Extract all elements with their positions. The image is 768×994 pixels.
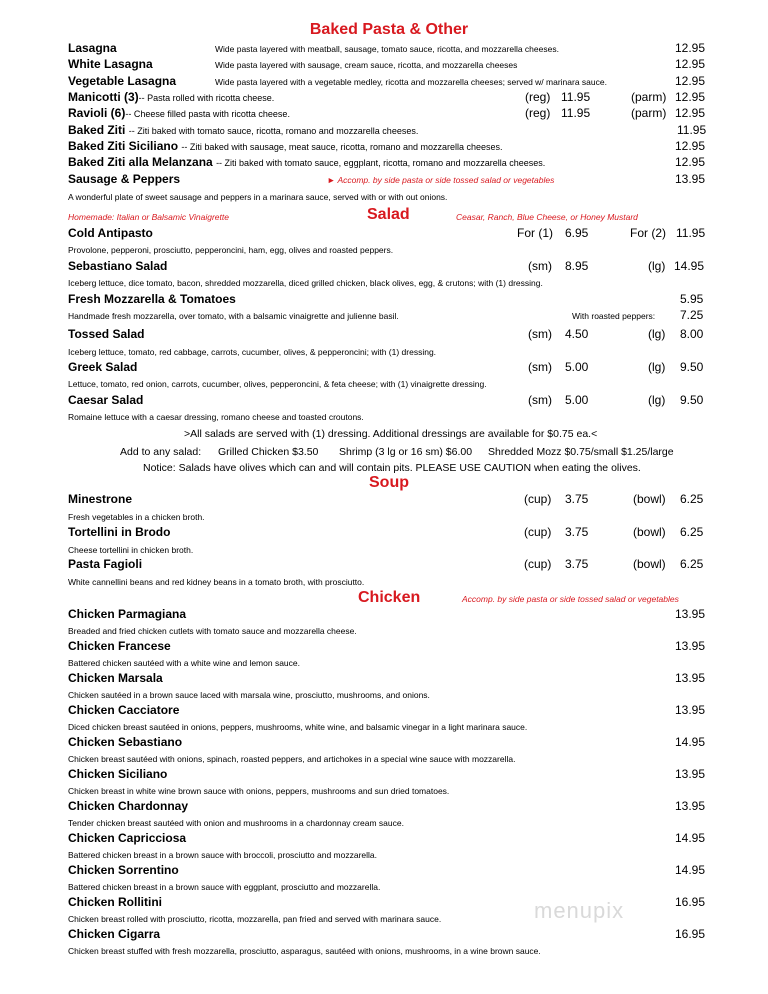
item-desc-minestrone: Fresh vegetables in a chicken broth. (68, 512, 205, 522)
item-desc-ziti-melanzana: -- Ziti baked with tomato sauce, eggplant, ricotta, romano and mozzarella cheeses. (216, 158, 546, 168)
tortellini-bowl-label: (bowl) (633, 525, 666, 539)
chicken-item-desc: Tender chicken breast sautéed with onion and mushrooms in a chardonnay cream sauce. (68, 818, 404, 828)
item-price-vegetable-lasagna: 12.95 (675, 74, 706, 88)
chicken-item-desc: Chicken sautéed in a brown sauce laced with marsala wine, prosciutto, mushrooms, and onions. (68, 690, 430, 700)
antipasto-size1-price: 6.95 (565, 226, 589, 240)
item-desc-greek-salad: Lettuce, tomato, red onion, carrots, cucumber, olives, pepperoncini, & feta cheese; with (1) vinaigrette dressing. (68, 379, 487, 389)
chicken-item-desc: Battered chicken sautéed with a white wine and lemon sauce. (68, 658, 300, 668)
sebastiano-sm-price: 8.95 (565, 259, 589, 273)
antipasto-size2-price: 11.95 (676, 226, 706, 240)
chicken-item-price: 13.95 (675, 607, 706, 621)
item-name-ravioli: Ravioli (6) (68, 106, 126, 120)
item-desc-white-lasagna: Wide pasta layered with sausage, cream sauce, ricotta, and mozzarella cheeses (215, 60, 518, 70)
item-name-baked-ziti: Baked Ziti (68, 123, 126, 137)
chicken-item-desc: Chicken breast stuffed with fresh mozzarella, prosciutto, asparagus, sautéed with onions, mushrooms, in a wine brown sauce. (68, 946, 541, 956)
item-price-fresh-mozzarella: 5.95 (680, 292, 704, 306)
sebastiano-sm-label: (sm) (528, 259, 552, 273)
chicken-item-name: Chicken Chardonnay (68, 799, 189, 813)
item-manicotti (68, 90, 274, 104)
roasted-peppers-price: 7.25 (680, 308, 704, 322)
item-name-lasagna: Lasagna (68, 41, 117, 55)
chicken-item-price: 13.95 (675, 799, 706, 813)
item-name-vegetable-lasagna: Vegetable Lasagna (68, 74, 177, 88)
tossed-sm-price: 4.50 (565, 327, 589, 341)
minestrone-bowl-label: (bowl) (633, 492, 666, 506)
chicken-item-desc: Diced chicken breast sautéed in onions, peppers, mushrooms, white wine, and balsamic vinegar in a light marinara sauce. (68, 722, 528, 732)
salad-other-dressings: Ceasar, Ranch, Blue Cheese, or Honey Mustard (456, 212, 638, 222)
item-desc-cold-antipasto: Provolone, pepperoni, prosciutto, pepperoncini, ham, egg, olives and roasted peppers. (68, 245, 394, 255)
item-price-baked-ziti: 11.95 (677, 123, 707, 137)
section-title-baked: Baked Pasta & Other (309, 21, 469, 38)
salad-add-mozz: Shredded Mozz $0.75/small $1.25/large (488, 446, 674, 458)
item-price-sausage-peppers: 13.95 (675, 172, 706, 186)
item-desc-caesar-salad: Romaine lettuce with a caesar dressing, romano cheese and toasted croutons. (68, 412, 364, 422)
chicken-item-name: Chicken Parmagiana (68, 607, 187, 621)
item-ziti-melanzana (68, 155, 545, 169)
minestrone-bowl-price: 6.25 (680, 492, 704, 506)
chicken-item-desc: Chicken breast sautéed with onions, spinach, roasted peppers, and artichokes in a special wine sauce with mozzarella. (68, 754, 516, 764)
chicken-item-price: 13.95 (675, 767, 706, 781)
caesar-sm-price: 5.00 (565, 393, 589, 407)
chicken-item-name: Chicken Rollitini (68, 895, 163, 909)
chicken-item-price: 14.95 (675, 831, 706, 845)
item-desc-fresh-mozzarella: Handmade fresh mozzarella, over tomato, with a balsamic vinaigrette and julienne basil. (68, 311, 399, 321)
chicken-item-name: Chicken Marsala (68, 671, 163, 685)
item-name-sausage-peppers: Sausage & Peppers (68, 172, 181, 186)
item-name-greek-salad: Greek Salad (68, 360, 138, 374)
tossed-lg-price: 8.00 (680, 327, 704, 341)
salad-olive-notice: Notice: Salads have olives which can and will contain pits. PLEASE USE CAUTION when eating the olives. (143, 462, 641, 474)
item-desc-sausage-peppers: A wonderful plate of sweet sausage and peppers in a marinara sauce, served with or with out onions. (68, 192, 448, 202)
caesar-lg-price: 9.50 (680, 393, 704, 407)
item-name-minestrone: Minestrone (68, 492, 133, 506)
ravioli-parm-label: (parm) (631, 106, 667, 120)
chicken-item-price: 14.95 (675, 863, 706, 877)
item-name-fresh-mozzarella: Fresh Mozzarella & Tomatoes (68, 292, 236, 306)
item-desc-baked-ziti: -- Ziti baked with tomato sauce, ricotta, romano and mozzarella cheeses. (128, 126, 419, 136)
greek-sm-label: (sm) (528, 360, 552, 374)
item-desc-pasta-fagioli: White cannellini beans and red kidney beans in a tomato broth, with prosciutto. (68, 577, 365, 587)
salad-add-shrimp: Shrimp (3 lg or 16 sm) $6.00 (339, 446, 473, 458)
chicken-item-desc: Battered chicken breast in a brown sauce with broccoli, prosciutto and mozzarella. (68, 850, 377, 860)
salad-add-label: Add to any salad: (120, 446, 202, 458)
item-baked-ziti (68, 123, 418, 137)
item-name-caesar-salad: Caesar Salad (68, 393, 144, 407)
caesar-lg-label: (lg) (648, 393, 666, 407)
item-name-pasta-fagioli: Pasta Fagioli (68, 557, 143, 571)
item-name-white-lasagna: White Lasagna (68, 57, 153, 71)
item-desc-ziti-siciliano: -- Ziti baked with sausage, meat sauce, ricotta, romano and mozzarella cheeses. (181, 142, 503, 152)
manicotti-parm-price: 12.95 (675, 90, 706, 104)
sebastiano-lg-label: (lg) (648, 259, 666, 273)
item-price-ziti-melanzana: 12.95 (675, 155, 706, 169)
sebastiano-lg-price: 14.95 (674, 259, 705, 273)
item-price-lasagna: 12.95 (675, 41, 706, 55)
minestrone-cup-price: 3.75 (565, 492, 589, 506)
item-name-manicotti: Manicotti (3) (68, 90, 139, 104)
ravioli-reg-price: 11.95 (561, 106, 591, 120)
chicken-item-name: Chicken Cigarra (68, 927, 161, 941)
chicken-item-price: 13.95 (675, 639, 706, 653)
item-name-tossed-salad: Tossed Salad (68, 327, 145, 341)
item-ziti-siciliano (68, 139, 503, 153)
ravioli-reg-label: (reg) (525, 106, 551, 120)
section-title-soup: Soup (369, 474, 409, 491)
chicken-item-name: Chicken Siciliano (68, 767, 168, 781)
salad-homemade-dressings: Homemade: Italian or Balsamic Vinaigrette (68, 212, 229, 222)
chicken-item-desc: Chicken breast rolled with prosciutto, ricotta, mozzarella, pan fried and served with marinara sauce. (68, 914, 442, 924)
tossed-lg-label: (lg) (648, 327, 666, 341)
chicken-accomp-note: Accomp. by side pasta or side tossed salad or vegetables (462, 594, 679, 604)
manicotti-reg-price: 11.95 (561, 90, 591, 104)
item-desc-manicotti: -- Pasta rolled with ricotta cheese. (138, 93, 275, 103)
section-title-salad: Salad (367, 206, 410, 223)
fagioli-cup-price: 3.75 (565, 557, 589, 571)
chicken-item-name: Chicken Francese (68, 639, 171, 653)
tortellini-cup-price: 3.75 (565, 525, 589, 539)
tossed-sm-label: (sm) (528, 327, 552, 341)
sausage-peppers-accomp-note: ► Accomp. by side pasta or side tossed salad or vegetables (327, 175, 555, 185)
fagioli-bowl-price: 6.25 (680, 557, 704, 571)
fagioli-cup-label: (cup) (524, 557, 552, 571)
item-desc-tossed-salad: Iceberg lettuce, tomato, red cabbage, carrots, cucumber, olives, & pepperoncini; with (1) dressing. (68, 347, 437, 357)
item-desc-tortellini-brodo: Cheese tortellini in chicken broth. (68, 545, 194, 555)
item-price-ziti-siciliano: 12.95 (675, 139, 706, 153)
watermark: menupix (534, 898, 625, 923)
chicken-item-price: 16.95 (675, 927, 706, 941)
caesar-sm-label: (sm) (528, 393, 552, 407)
item-desc-vegetable-lasagna: Wide pasta layered with a vegetable medley, ricotta and mozzarella cheeses; served w/ marinara sauce. (215, 77, 607, 87)
item-name-sebastiano-salad: Sebastiano Salad (68, 259, 168, 273)
item-name-ziti-melanzana: Baked Ziti alla Melanzana (68, 155, 213, 169)
item-ravioli (68, 106, 290, 120)
tortellini-cup-label: (cup) (524, 525, 552, 539)
item-desc-sebastiano-salad: Iceberg lettuce, dice tomato, bacon, shredded mozzarella, diced grilled chicken, black olives, egg, & crutons; with (1) dressing. (68, 278, 543, 288)
ravioli-parm-price: 12.95 (675, 106, 706, 120)
item-name-cold-antipasto: Cold Antipasto (68, 226, 153, 240)
greek-sm-price: 5.00 (565, 360, 589, 374)
salad-add-chicken: Grilled Chicken $3.50 (218, 446, 319, 458)
chicken-item-name: Chicken Sorrentino (68, 863, 179, 877)
roasted-peppers-label: With roasted peppers: (572, 311, 656, 321)
greek-lg-price: 9.50 (680, 360, 704, 374)
manicotti-reg-label: (reg) (525, 90, 551, 104)
antipasto-size2-label: For (2) (630, 226, 666, 240)
chicken-item-desc: Breaded and fried chicken cutlets with tomato sauce and mozzarella cheese. (68, 626, 357, 636)
chicken-item-desc: Battered chicken breast in a brown sauce with eggplant, prosciutto and mozzarella. (68, 882, 381, 892)
item-desc-ravioli: -- Cheese filled pasta with ricotta cheese. (125, 109, 290, 119)
chicken-item-price: 14.95 (675, 735, 706, 749)
greek-lg-label: (lg) (648, 360, 666, 374)
item-desc-lasagna: Wide pasta layered with meatball, sausage, tomato sauce, ricotta, and mozzarella cheeses. (215, 44, 559, 54)
salad-dressing-note: >All salads are served with (1) dressing. Additional dressings are available for $0.75 ea.< (184, 428, 598, 440)
chicken-item-price: 13.95 (675, 671, 706, 685)
minestrone-cup-label: (cup) (524, 492, 552, 506)
manicotti-parm-label: (parm) (631, 90, 667, 104)
chicken-item-name: Chicken Sebastiano (68, 735, 183, 749)
chicken-item-name: Chicken Capricciosa (68, 831, 187, 845)
tortellini-bowl-price: 6.25 (680, 525, 704, 539)
item-price-white-lasagna: 12.95 (675, 57, 706, 71)
item-name-ziti-siciliano: Baked Ziti Siciliano (68, 139, 179, 153)
chicken-item-name: Chicken Cacciatore (68, 703, 180, 717)
item-name-tortellini-brodo: Tortellini in Brodo (68, 525, 171, 539)
chicken-item-desc: Chicken breast in white wine brown sauce with onions, peppers, mushrooms and sun dried tomatoes. (68, 786, 450, 796)
section-title-chicken: Chicken (358, 589, 421, 606)
fagioli-bowl-label: (bowl) (633, 557, 666, 571)
antipasto-size1-label: For (1) (517, 226, 553, 240)
chicken-item-price: 13.95 (675, 703, 706, 717)
chicken-item-price: 16.95 (675, 895, 706, 909)
